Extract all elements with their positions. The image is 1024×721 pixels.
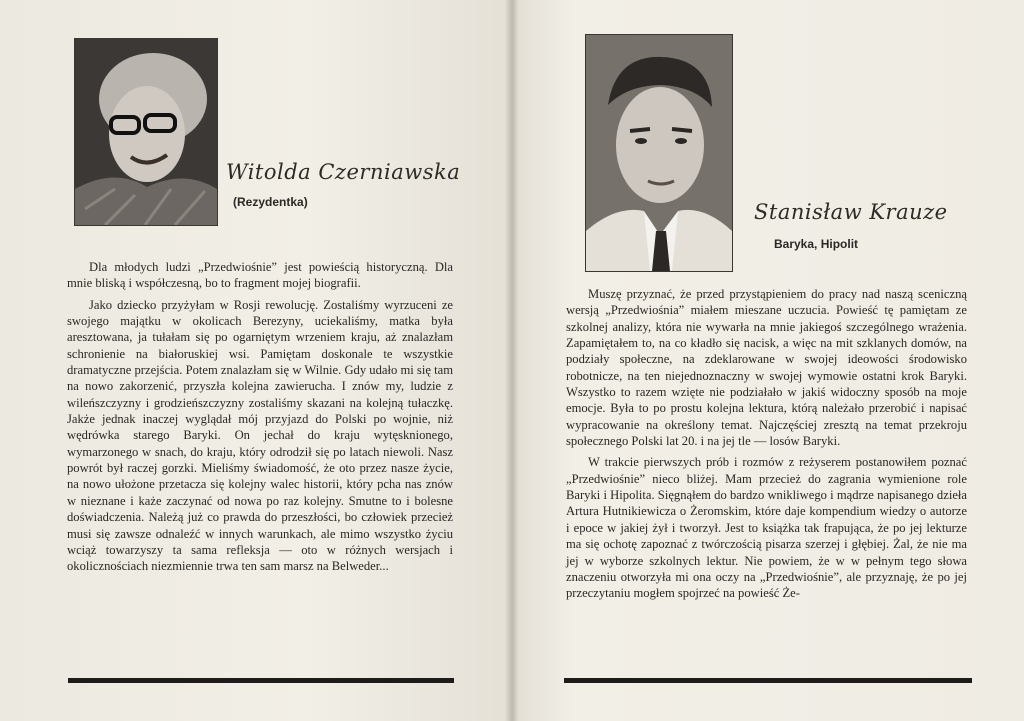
bottom-rule xyxy=(68,678,454,683)
role-label-baryka-hipolit: Baryka, Hipolit xyxy=(774,237,859,251)
right-page xyxy=(512,0,1024,721)
paragraph: Muszę przyznać, że przed przystąpieniem do pracy nad naszą sceniczną wersją „Przedwiośnia” miałem mieszane uczucia. Powieść tę pamiętam ze szkolnej analizy, która nie wywarła na mnie jakiegoś szczególnego wrażenia. Zapamiętałem to, na co kładło się nacisk, a więc na mit szklanych domów, na podziały społeczne, na zdeklarowane w swojej ideowości środowisko robotnicze, na ten niejednoznaczny w swojej wymowie ostatni krok Baryki. Wszystko to razem wzięte nie podziałało w jakiś widoczny sposób na moje emocje. Była to po prostu kolejna lektura, którą należało przerobić i napisać wypracowanie na określony temat. Najczęściej zresztą na temat przekroju społecznego Polski lat 20. i na jej tle — losów Baryki. xyxy=(566,287,967,449)
paragraph: Dla młodych ludzi „Przedwiośnie” jest powieścią historyczną. Dla mnie bliską i współczesną, bo to fragment mojej biografii. xyxy=(67,260,453,291)
role-label-rezydentka: (Rezydentka) xyxy=(233,195,308,209)
book-gutter xyxy=(505,0,519,721)
paragraph: W trakcie pierwszych prób i rozmów z reżyserem postanowiłem poznać „Przedwiośnie” nieco bliżej. Mam przecież do zagrania wymienione role Baryki i Hipolita. Sięgnąłem do bardzo wnikliwego i mądrze napisanego dzieła Artura Hutnikiewicza o Żeromskim, które daje kompendium wiedzy o autorze i epoce w jakiej żył i tworzył. Jest to książka tak frapująca, że po jej lekturze ma się ochotę zapoznać z twórczością pisarza szerzej i głębiej. Żal, że nie ma jej w wyborze szkolnych lektur. Nie powiem, że w w pełnym tego słowa znaczeniu otworzyła mi ona oczy na „Przedwiośnie”, ale przyznaję, że po jej przeczytaniu mogłem spojrzeć na powieść Że- xyxy=(566,455,967,601)
portrait-photo-woman xyxy=(74,38,218,226)
bottom-rule xyxy=(564,678,972,683)
left-article-text xyxy=(67,259,453,580)
paragraph: Jako dziecko przyżyłam w Rosji rewolucję. Zostaliśmy wyrzuceni ze swojego majątku w okolicach Berezyny, uciekaliśmy, matka była aresztowana, ja tułałam się po ogarniętym wrzeniem kraju, aż znalazłam schronienie na białoruskiej wsi. Pamiętam doskonale te wszystkie dramatyczne przejścia. Potem znalazłam się w Wilnie. Gdy udało mi się tam na nowo zakorzenić, przyszła kolejna zawierucha. I znów my, ludzie z wileńszczyzny i grodzieńszczyzny zostaliśmy skazani na kolejną tułaczkę. Jakże jednak inaczej wyglądał mój przyjazd do Polski po wojnie, niż wędrówka starego Baryki. On jechał do kraju wytęsknionego, wymarzonego w snach, do kraju, który odrodził się po latach niewoli. Nasz powrót był raczej gorzki. Mieliśmy świadomość, że oto przez nasze życie, na nowo ułożone przetacza się kolejny walec historii, który pcha nas znów w nieznane i każe zaczynać od nowa po raz kolejny. Smutne to i bolesne doświadczenia. Należą już co prawda do przeszłości, bo człowiek przecież musi się zawsze odnaleźć w innych warunkach, ale mimo wszystko życiu wciąż towarzyszy ta sama refleksja — oto w różnych wersjach i okolicznościach niezmiennie trwa ten sam marsz na Belweder... xyxy=(67,297,453,574)
signature-krauze: Stanisław Krauze xyxy=(754,200,948,224)
portrait-photo-man xyxy=(585,34,733,272)
right-article-text xyxy=(566,286,967,607)
signature-czerniawska: Witolda Czerniawska xyxy=(226,160,461,184)
